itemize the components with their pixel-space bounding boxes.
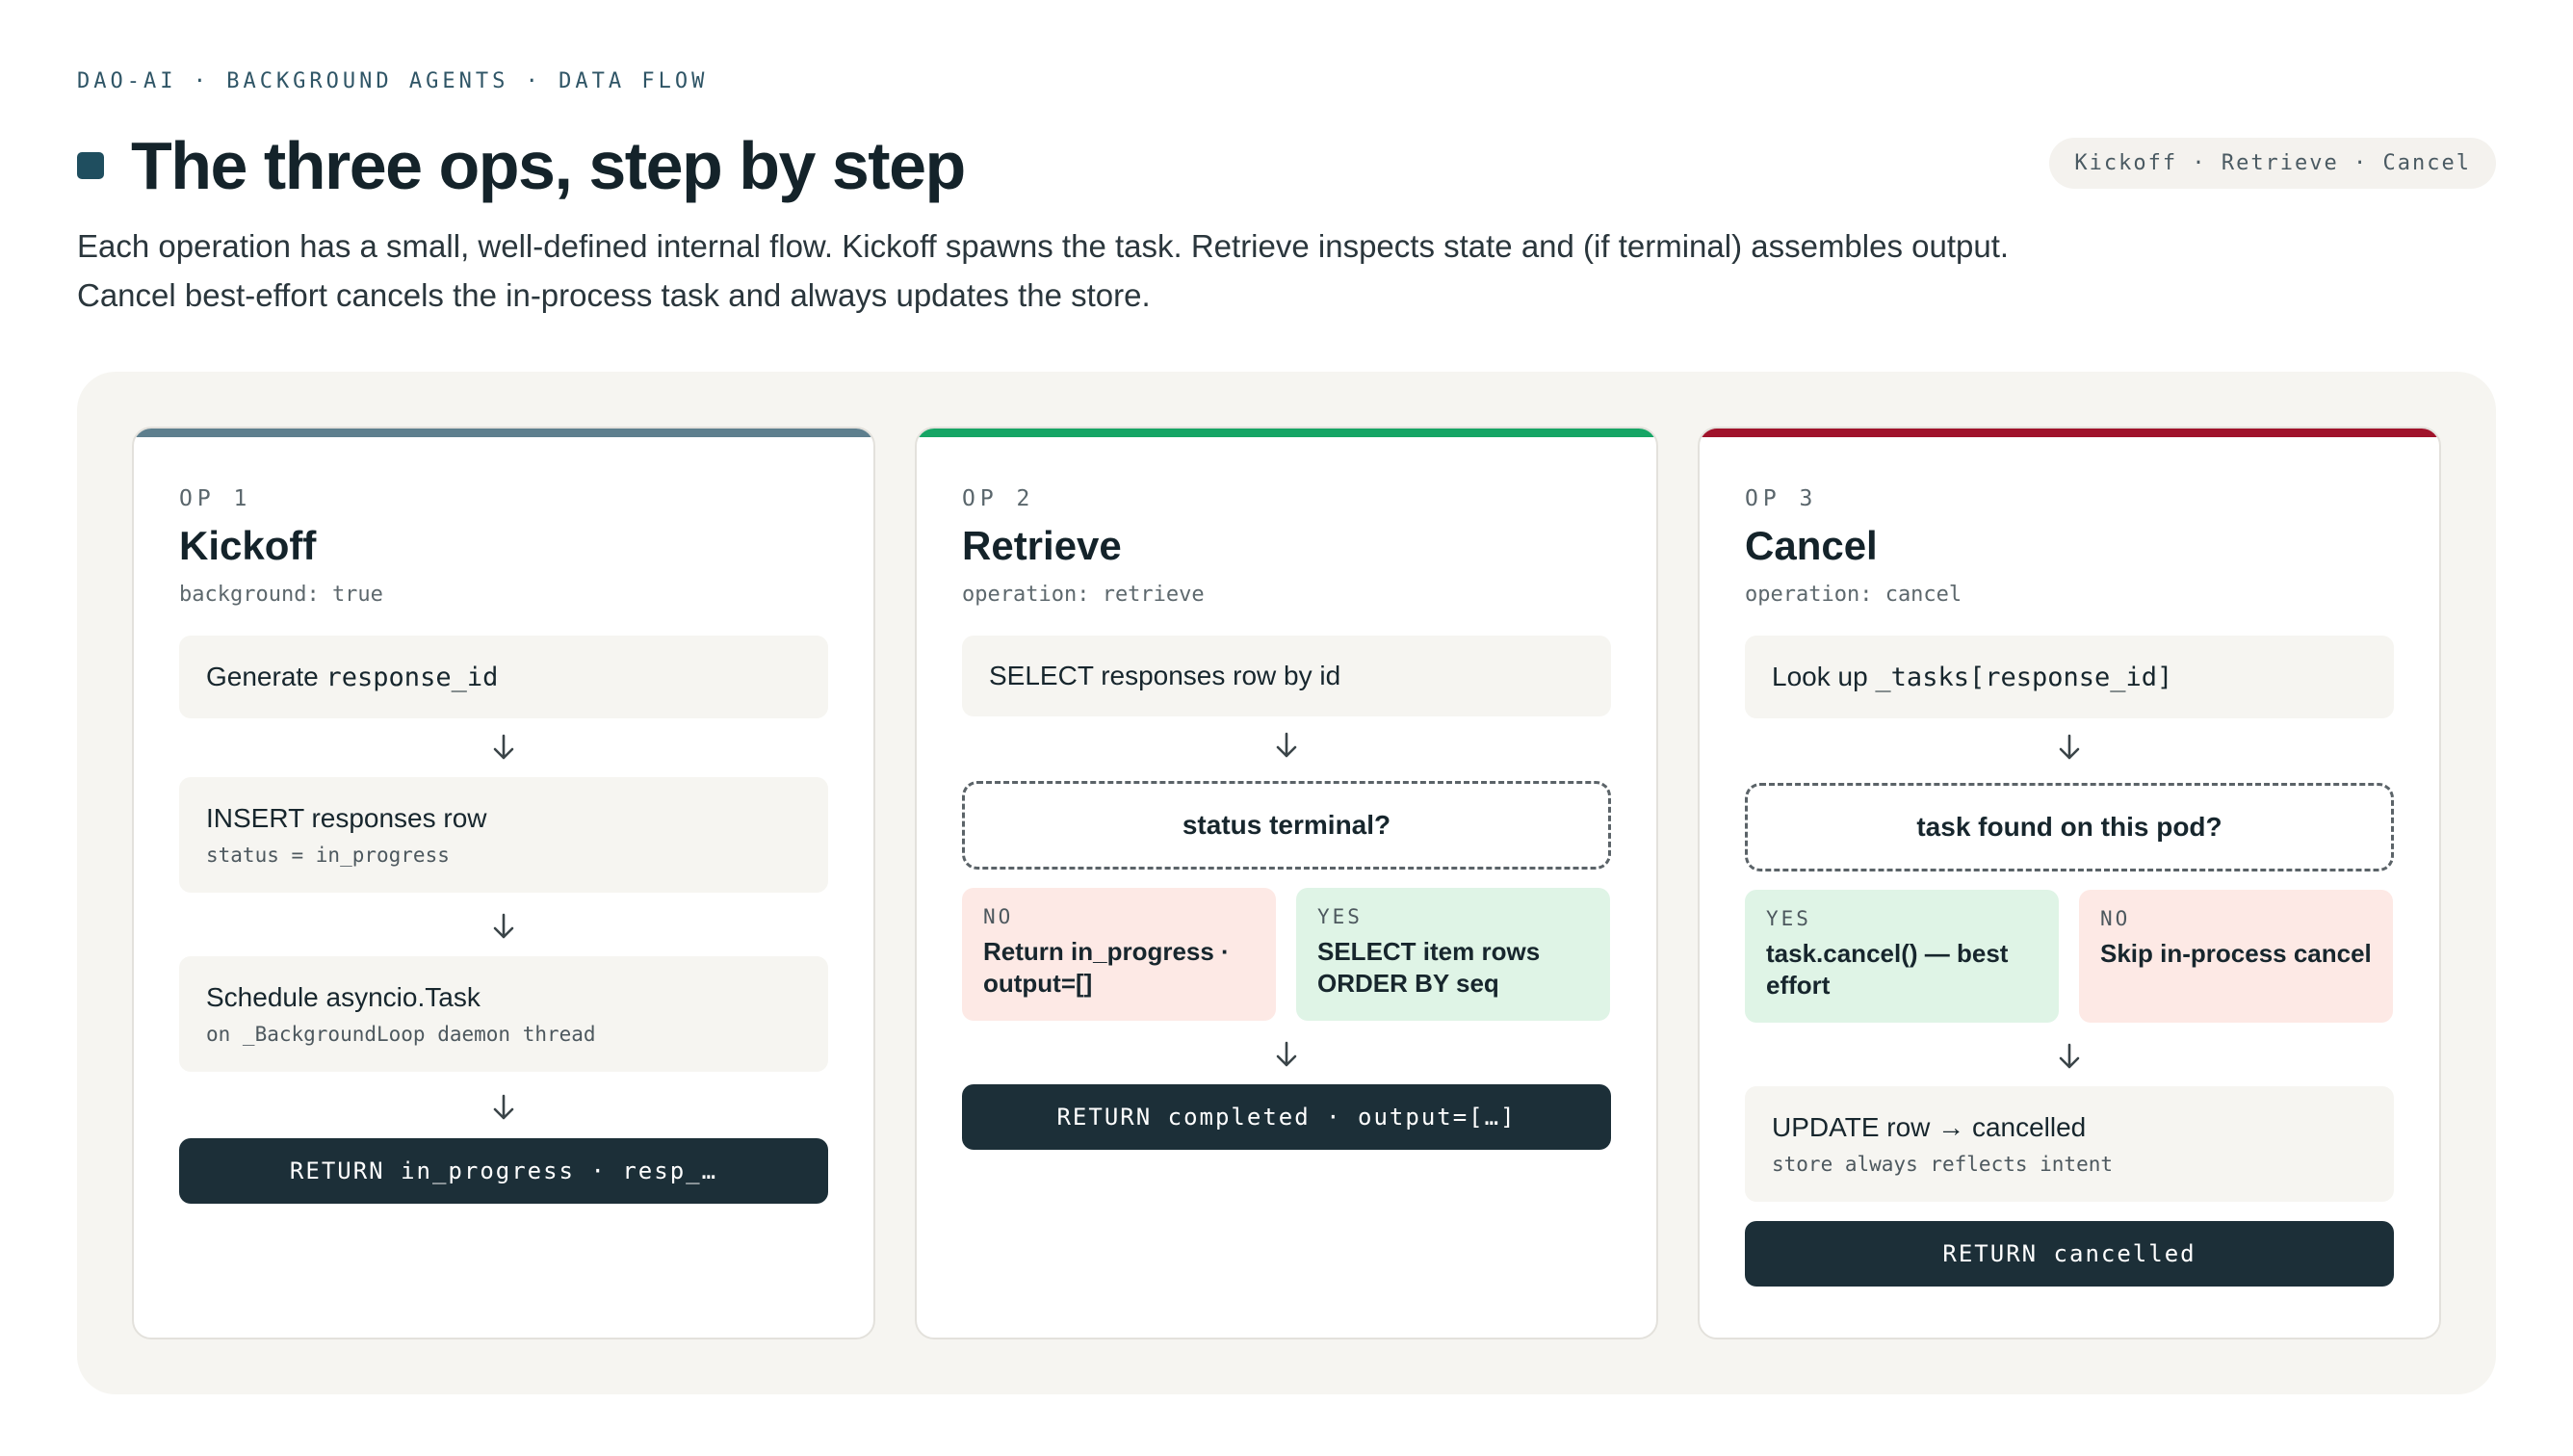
branch-text: Skip in-process cancel — [2100, 939, 2372, 968]
step-code: _tasks[response_id] — [1875, 663, 2173, 692]
op-card-kickoff — [132, 427, 875, 1339]
step-update-row — [1745, 1086, 2394, 1202]
branch-label: NO — [983, 905, 1014, 928]
return-block: RETURN completed · output=[…] — [962, 1084, 1611, 1150]
step-lookup-task — [1745, 636, 2394, 718]
step-text: UPDATE row → cancelled — [1772, 1112, 2087, 1142]
step-text: Look up — [1772, 662, 1876, 691]
op-param: operation: retrieve — [962, 583, 1205, 607]
step-generate-id — [179, 636, 828, 718]
op-card-retrieve — [915, 427, 1658, 1339]
branch-text: Return in_progress · output=[] — [983, 937, 1230, 998]
arrow-down-icon — [1272, 731, 1301, 760]
page-subtitle: Each operation has a small, well-defined internal flow. Kickoff spawns the task. Retrieve inspects state and (if terminal) assembles output. Cancel best-effort cancels the in-process task and always updates the store. — [77, 228, 2010, 313]
op-label: OP 2 — [962, 486, 1035, 511]
branch-yes — [1745, 890, 2059, 1023]
step-subtext: on _BackgroundLoop daemon thread — [206, 1023, 596, 1046]
step-subtext: store always reflects intent — [1772, 1153, 2114, 1176]
decision-task-found: task found on this pod? — [1745, 783, 2394, 871]
step-code: response_id — [325, 663, 499, 692]
arrow-down-icon — [2055, 1042, 2084, 1071]
return-block: RETURN in_progress · resp_… — [179, 1138, 828, 1204]
op-param: background: true — [179, 583, 383, 607]
op-label: OP 1 — [179, 486, 252, 511]
op-name: Cancel — [1745, 523, 1878, 568]
branch-no — [962, 888, 1276, 1021]
title-row — [77, 127, 965, 204]
ops-stage — [77, 372, 2496, 1394]
arrow-down-icon — [1272, 1040, 1301, 1069]
title-square-icon — [77, 152, 104, 179]
return-block: RETURN cancelled — [1745, 1221, 2394, 1287]
step-text: SELECT responses row by id — [989, 661, 1341, 690]
arrow-down-icon — [489, 1093, 518, 1122]
branch-text: SELECT item rows ORDER BY seq — [1317, 937, 1541, 998]
op-name: Retrieve — [962, 523, 1122, 568]
arrow-down-icon — [489, 912, 518, 941]
branch-no — [2079, 890, 2393, 1023]
ops-pill: Kickoff · Retrieve · Cancel — [2049, 138, 2496, 189]
step-text: INSERT responses row — [206, 803, 487, 833]
branch-text: task.cancel() — best effort — [1766, 939, 2009, 1000]
arrow-down-icon — [489, 733, 518, 762]
decision-status-terminal: status terminal? — [962, 781, 1611, 870]
step-select-row — [962, 636, 1611, 716]
step-text: Schedule asyncio.Task — [206, 982, 481, 1012]
page-title: The three ops, step by step — [131, 128, 965, 203]
op-param: operation: cancel — [1745, 583, 1962, 607]
branch-label: YES — [1766, 907, 1811, 930]
step-schedule-task — [179, 956, 828, 1072]
step-subtext: status = in_progress — [206, 844, 450, 867]
op-card-cancel — [1698, 427, 2441, 1339]
branch-label: NO — [2100, 907, 2131, 930]
op-name: Kickoff — [179, 523, 317, 568]
step-insert-row — [179, 777, 828, 893]
op-label: OP 3 — [1745, 486, 1818, 511]
eyebrow: DAO-AI · BACKGROUND AGENTS · DATA FLOW — [77, 69, 709, 93]
branch-yes — [1296, 888, 1610, 1021]
branch-label: YES — [1317, 905, 1363, 928]
step-text: Generate — [206, 662, 326, 691]
arrow-down-icon — [2055, 733, 2084, 762]
